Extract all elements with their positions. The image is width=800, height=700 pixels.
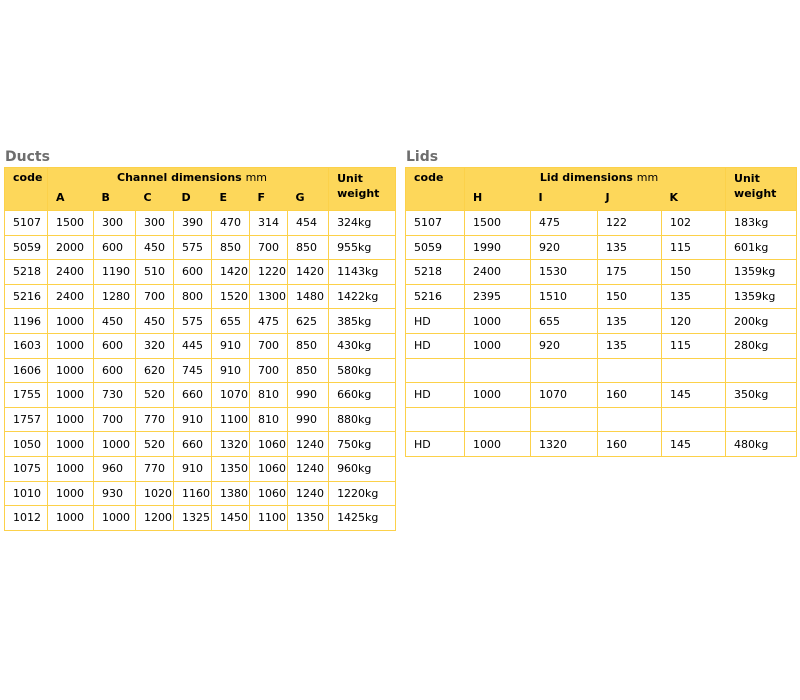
table-cell: 135 [598, 309, 662, 334]
table-cell: 655 [531, 309, 598, 334]
ducts-dimensions-unit: mm [245, 171, 268, 184]
table-cell: 1320 [212, 432, 250, 457]
table-cell: 1320 [531, 432, 598, 457]
table-cell: 2400 [465, 260, 531, 285]
table-cell [406, 358, 465, 383]
table-row [5, 309, 396, 334]
table-cell: 160 [598, 432, 662, 457]
table-cell: 1530 [531, 260, 598, 285]
table-cell [465, 407, 531, 432]
table-cell: 145 [662, 432, 726, 457]
table-cell: 183kg [726, 211, 797, 236]
table-cell: 1757 [5, 407, 48, 432]
table-cell: 700 [250, 235, 288, 260]
lids-header-weight [726, 168, 797, 211]
table-cell [662, 407, 726, 432]
lids-dimensions-unit: mm [636, 171, 659, 184]
ducts-column-header: C [136, 191, 174, 211]
table-cell: 1425kg [329, 506, 396, 531]
lids-weight-line2: weight [734, 187, 777, 200]
table-cell [465, 358, 531, 383]
table-cell: 450 [136, 235, 174, 260]
table-cell: 1000 [465, 432, 531, 457]
table-cell: 730 [94, 383, 136, 408]
table-cell: 1500 [465, 211, 531, 236]
table-cell: 930 [94, 481, 136, 506]
table-cell: 1420 [212, 260, 250, 285]
table-cell: 1050 [5, 432, 48, 457]
table-cell: 445 [174, 333, 212, 358]
table-cell: 175 [598, 260, 662, 285]
table-cell: 1070 [531, 383, 598, 408]
table-cell: 1060 [250, 432, 288, 457]
table-cell: 1280 [94, 284, 136, 309]
table-cell: HD [406, 309, 465, 334]
table-row [406, 358, 797, 383]
table-cell: 135 [598, 235, 662, 260]
table-cell: 810 [250, 407, 288, 432]
table-cell: 1070 [212, 383, 250, 408]
table-cell: 1000 [48, 456, 94, 481]
table-cell: 700 [250, 358, 288, 383]
table-cell: 390 [174, 211, 212, 236]
table-cell: 990 [288, 383, 329, 408]
table-cell: 910 [174, 407, 212, 432]
table-cell: 600 [94, 358, 136, 383]
table-cell: 1990 [465, 235, 531, 260]
table-cell: 960kg [329, 456, 396, 481]
table-cell [598, 358, 662, 383]
lids-section [405, 148, 796, 457]
table-cell: 1422kg [329, 284, 396, 309]
table-cell: 5059 [5, 235, 48, 260]
table-cell: 770 [136, 456, 174, 481]
table-cell: 2400 [48, 284, 94, 309]
table-cell: 700 [94, 407, 136, 432]
table-cell: 470 [212, 211, 250, 236]
table-cell: 454 [288, 211, 329, 236]
table-cell: 1000 [465, 383, 531, 408]
table-cell: 1450 [212, 506, 250, 531]
table-cell [531, 407, 598, 432]
table-row [406, 333, 797, 358]
table-cell [531, 358, 598, 383]
table-cell: 5216 [5, 284, 48, 309]
table-cell: 320 [136, 333, 174, 358]
table-cell: 575 [174, 235, 212, 260]
table-cell: 601kg [726, 235, 797, 260]
table-cell: 910 [174, 456, 212, 481]
table-cell: 1100 [212, 407, 250, 432]
table-cell: 850 [288, 333, 329, 358]
table-row [406, 432, 797, 457]
table-cell: 1000 [465, 309, 531, 334]
table-cell [726, 407, 797, 432]
table-cell: 910 [212, 358, 250, 383]
table-cell: 1000 [94, 506, 136, 531]
table-row [406, 235, 797, 260]
table-cell: 1000 [94, 432, 136, 457]
table-cell: 1075 [5, 456, 48, 481]
table-cell: 5107 [5, 211, 48, 236]
table-cell [662, 358, 726, 383]
ducts-header-weight [329, 168, 396, 211]
table-cell: 600 [94, 333, 136, 358]
table-cell: 280kg [726, 333, 797, 358]
table-cell: 1060 [250, 456, 288, 481]
ducts-table [4, 167, 396, 531]
table-cell: 1160 [174, 481, 212, 506]
table-cell [406, 407, 465, 432]
ducts-header-dimensions [48, 168, 329, 192]
table-cell: 102 [662, 211, 726, 236]
table-cell: 910 [212, 333, 250, 358]
table-row [5, 456, 396, 481]
table-cell: 1000 [48, 358, 94, 383]
ducts-weight-line2: weight [337, 187, 380, 200]
table-cell: 480kg [726, 432, 797, 457]
table-row [5, 407, 396, 432]
table-row [406, 211, 797, 236]
lids-header-code: code [406, 168, 465, 211]
table-cell: 655 [212, 309, 250, 334]
table-cell: 750kg [329, 432, 396, 457]
table-cell: 990 [288, 407, 329, 432]
table-cell: 150 [662, 260, 726, 285]
table-cell: 122 [598, 211, 662, 236]
table-cell: 324kg [329, 211, 396, 236]
table-cell: 1240 [288, 456, 329, 481]
table-cell: 385kg [329, 309, 396, 334]
table-cell: 1480 [288, 284, 329, 309]
table-cell: 120 [662, 309, 726, 334]
table-cell: 1510 [531, 284, 598, 309]
lids-column-header: H [465, 191, 531, 211]
table-cell: 850 [288, 235, 329, 260]
table-cell: 600 [94, 235, 136, 260]
table-row [5, 383, 396, 408]
lids-column-header: K [662, 191, 726, 211]
table-cell: 5216 [406, 284, 465, 309]
table-cell: 1240 [288, 481, 329, 506]
table-cell: 600 [174, 260, 212, 285]
ducts-section [4, 148, 395, 531]
table-cell: 1350 [212, 456, 250, 481]
ducts-column-header: A [48, 191, 94, 211]
table-cell: 1359kg [726, 284, 797, 309]
lids-weight-line1: Unit [734, 172, 760, 185]
table-row [5, 333, 396, 358]
table-cell: 1359kg [726, 260, 797, 285]
table-cell: 1300 [250, 284, 288, 309]
table-cell: 620 [136, 358, 174, 383]
table-cell: 800 [174, 284, 212, 309]
table-cell: 920 [531, 235, 598, 260]
table-row [5, 211, 396, 236]
table-row [5, 358, 396, 383]
table-cell: 1200 [136, 506, 174, 531]
lids-column-header: J [598, 191, 662, 211]
table-row [406, 383, 797, 408]
table-cell: 1000 [48, 432, 94, 457]
ducts-column-header: D [174, 191, 212, 211]
table-cell: 850 [288, 358, 329, 383]
table-cell [598, 407, 662, 432]
ducts-dimensions-label: Channel dimensions [117, 171, 242, 184]
ducts-column-header: G [288, 191, 329, 211]
table-cell: 575 [174, 309, 212, 334]
table-cell: 1606 [5, 358, 48, 383]
table-cell: 1000 [48, 383, 94, 408]
table-cell: 1020 [136, 481, 174, 506]
lids-column-header: I [531, 191, 598, 211]
table-cell: HD [406, 432, 465, 457]
ducts-weight-line1: Unit [337, 172, 363, 185]
table-cell: 150 [598, 284, 662, 309]
table-cell: 145 [662, 383, 726, 408]
table-cell: 1325 [174, 506, 212, 531]
table-cell: 115 [662, 333, 726, 358]
table-cell: 200kg [726, 309, 797, 334]
table-cell: 1010 [5, 481, 48, 506]
table-cell: 810 [250, 383, 288, 408]
lids-dimensions-label: Lid dimensions [539, 171, 633, 184]
table-cell: 700 [250, 333, 288, 358]
table-row [5, 432, 396, 457]
table-row [406, 309, 797, 334]
table-cell: 1350 [288, 506, 329, 531]
lids-title: Lids [406, 149, 439, 165]
table-cell: 1220kg [329, 481, 396, 506]
table-cell: 5218 [406, 260, 465, 285]
table-cell: 2395 [465, 284, 531, 309]
table-cell: 660 [174, 383, 212, 408]
table-cell: 1240 [288, 432, 329, 457]
ducts-title: Ducts [5, 149, 50, 165]
table-cell: 5218 [5, 260, 48, 285]
lids-header-dimensions [465, 168, 726, 192]
table-cell: 1000 [48, 506, 94, 531]
table-cell: 1000 [465, 333, 531, 358]
table-cell: 5059 [406, 235, 465, 260]
table-row [406, 407, 797, 432]
table-cell: 1000 [48, 333, 94, 358]
table-cell: 475 [250, 309, 288, 334]
ducts-header-code: code [5, 168, 48, 211]
table-cell: 1500 [48, 211, 94, 236]
table-cell: 850 [212, 235, 250, 260]
table-cell: 1603 [5, 333, 48, 358]
ducts-column-header: B [94, 191, 136, 211]
table-cell: 520 [136, 383, 174, 408]
table-cell: 660kg [329, 383, 396, 408]
table-cell: 160 [598, 383, 662, 408]
table-cell: 1012 [5, 506, 48, 531]
table-cell: 510 [136, 260, 174, 285]
table-cell: 770 [136, 407, 174, 432]
table-cell: 314 [250, 211, 288, 236]
table-cell: 300 [94, 211, 136, 236]
table-cell: 880kg [329, 407, 396, 432]
table-cell: 135 [662, 284, 726, 309]
table-cell: 430kg [329, 333, 396, 358]
table-cell: 475 [531, 211, 598, 236]
table-cell: 660 [174, 432, 212, 457]
table-row [5, 260, 396, 285]
table-cell: 300 [136, 211, 174, 236]
table-cell: 1420 [288, 260, 329, 285]
table-cell: 920 [531, 333, 598, 358]
table-cell: 350kg [726, 383, 797, 408]
ducts-column-header: E [212, 191, 250, 211]
table-cell: HD [406, 383, 465, 408]
table-cell: 700 [136, 284, 174, 309]
table-cell: 135 [598, 333, 662, 358]
table-cell: HD [406, 333, 465, 358]
table-cell: 1520 [212, 284, 250, 309]
table-cell: 625 [288, 309, 329, 334]
table-cell: 5107 [406, 211, 465, 236]
table-cell: 1000 [48, 309, 94, 334]
table-cell: 2400 [48, 260, 94, 285]
table-cell: 1196 [5, 309, 48, 334]
lids-table [405, 167, 797, 457]
table-row [406, 260, 797, 285]
table-cell: 1220 [250, 260, 288, 285]
table-cell: 580kg [329, 358, 396, 383]
table-cell: 450 [136, 309, 174, 334]
table-cell: 1000 [48, 407, 94, 432]
table-cell: 1380 [212, 481, 250, 506]
table-cell: 115 [662, 235, 726, 260]
table-row [5, 284, 396, 309]
table-cell: 1190 [94, 260, 136, 285]
ducts-column-header: F [250, 191, 288, 211]
table-row [5, 506, 396, 531]
table-cell: 1060 [250, 481, 288, 506]
table-cell: 1000 [48, 481, 94, 506]
table-cell: 1143kg [329, 260, 396, 285]
table-row [5, 481, 396, 506]
table-cell: 1100 [250, 506, 288, 531]
table-cell [726, 358, 797, 383]
table-row [5, 235, 396, 260]
table-cell: 1755 [5, 383, 48, 408]
table-cell: 520 [136, 432, 174, 457]
table-row [406, 284, 797, 309]
table-cell: 960 [94, 456, 136, 481]
table-cell: 955kg [329, 235, 396, 260]
table-cell: 2000 [48, 235, 94, 260]
table-cell: 745 [174, 358, 212, 383]
table-cell: 450 [94, 309, 136, 334]
